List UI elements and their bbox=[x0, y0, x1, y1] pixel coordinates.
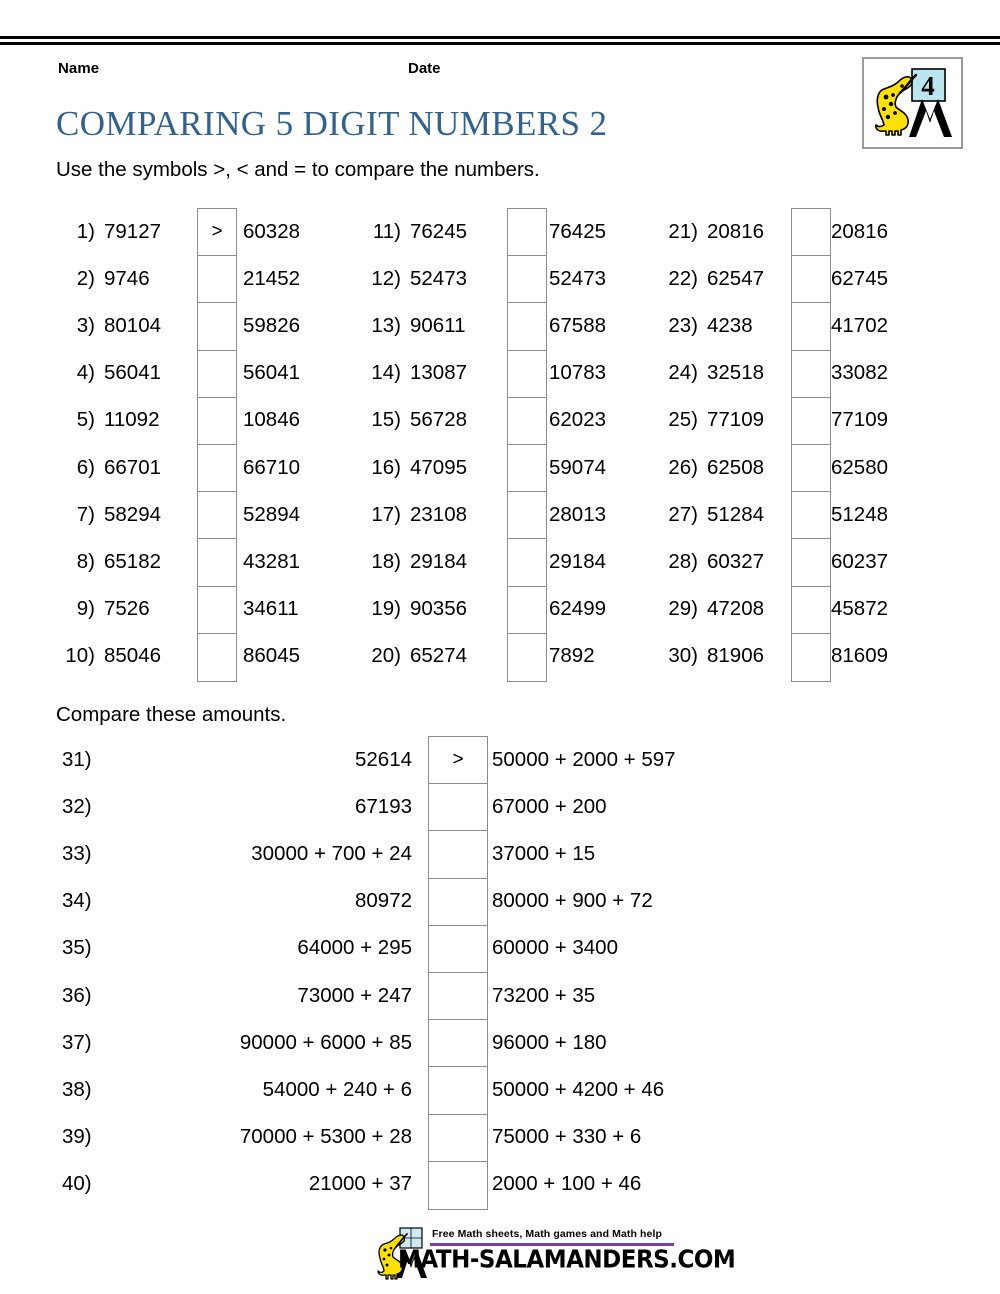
answer-box[interactable] bbox=[198, 351, 236, 398]
problem-index: 21) bbox=[668, 219, 698, 243]
problem-right-value: 67588 bbox=[549, 313, 607, 337]
footer bbox=[374, 1224, 736, 1286]
answer-box[interactable]: > bbox=[429, 737, 487, 784]
problem-row bbox=[62, 1114, 942, 1161]
problem-index: 22) bbox=[668, 266, 698, 290]
problem-row bbox=[62, 397, 301, 444]
problem-left-value: 70000 + 5300 + 28 bbox=[239, 1125, 412, 1149]
problem-row bbox=[665, 255, 889, 302]
problem-index: 32) bbox=[62, 794, 92, 818]
problem-index: 31) bbox=[62, 747, 92, 771]
problem-row bbox=[368, 491, 607, 538]
problem-right-value: 60237 bbox=[831, 549, 889, 573]
problem-row bbox=[368, 397, 607, 444]
problem-index: 29) bbox=[668, 597, 698, 621]
answer-box[interactable] bbox=[198, 634, 236, 681]
answer-box[interactable] bbox=[198, 445, 236, 492]
answer-box-column-1 bbox=[197, 208, 237, 682]
problem-row bbox=[62, 783, 942, 830]
problem-right-value: 96000 + 180 bbox=[492, 1030, 607, 1054]
problem-right-value: 33082 bbox=[831, 361, 889, 385]
problem-row bbox=[62, 586, 299, 633]
problem-index: 9) bbox=[76, 597, 95, 621]
answer-box[interactable] bbox=[792, 587, 830, 634]
problem-right-value: 34611 bbox=[243, 597, 299, 621]
problem-right-value: 66710 bbox=[243, 455, 301, 479]
problem-index: 34) bbox=[62, 889, 92, 913]
problem-index: 26) bbox=[668, 455, 698, 479]
problem-row bbox=[665, 491, 889, 538]
problem-right-value: 59074 bbox=[549, 455, 607, 479]
problem-left-value: 66701 bbox=[104, 455, 162, 479]
problem-right-value: 60000 + 3400 bbox=[492, 936, 618, 960]
answer-box[interactable] bbox=[792, 209, 830, 256]
problem-right-value: 62745 bbox=[831, 266, 889, 290]
problem-index: 5) bbox=[76, 408, 95, 432]
answer-box[interactable] bbox=[792, 398, 830, 445]
problem-right-value: 29184 bbox=[549, 549, 607, 573]
problem-row bbox=[62, 830, 942, 877]
problem-index: 6) bbox=[76, 455, 95, 479]
header-logo bbox=[862, 57, 963, 149]
problem-right-value: 73200 + 35 bbox=[492, 983, 596, 1007]
problem-right-value: 41702 bbox=[831, 313, 889, 337]
problem-index: 38) bbox=[62, 1077, 92, 1101]
problem-left-value: 9746 bbox=[104, 266, 150, 290]
problem-row bbox=[62, 491, 301, 538]
problem-right-value: 62499 bbox=[549, 597, 607, 621]
problem-index: 37) bbox=[62, 1030, 92, 1054]
problem-index: 30) bbox=[668, 644, 698, 668]
problem-right-value: 7892 bbox=[549, 644, 595, 668]
problem-right-value: 2000 + 100 + 46 bbox=[492, 1172, 642, 1196]
problem-left-value: 52614 bbox=[354, 747, 412, 771]
problem-row bbox=[665, 444, 889, 491]
problem-right-value: 62023 bbox=[549, 408, 607, 432]
problem-row bbox=[368, 350, 607, 397]
problem-row bbox=[665, 350, 889, 397]
problem-index: 35) bbox=[62, 936, 92, 960]
problem-right-value: 59826 bbox=[243, 313, 301, 337]
problem-row bbox=[665, 397, 889, 444]
answer-box[interactable] bbox=[792, 539, 830, 586]
problem-right-value: 20816 bbox=[831, 219, 889, 243]
problem-left-value: 56728 bbox=[410, 408, 468, 432]
answer-box[interactable] bbox=[792, 445, 830, 492]
problem-left-value: 85046 bbox=[104, 644, 162, 668]
problem-left-value: 47208 bbox=[707, 597, 765, 621]
problem-row bbox=[62, 302, 301, 349]
problem-left-value: 64000 + 295 bbox=[297, 936, 412, 960]
problem-right-value: 86045 bbox=[243, 644, 301, 668]
name-label: Name bbox=[58, 60, 100, 77]
answer-box[interactable] bbox=[198, 303, 236, 350]
problem-right-value: 56041 bbox=[243, 361, 301, 385]
salamander-board-icon bbox=[864, 59, 961, 147]
problem-index: 11) bbox=[372, 219, 401, 243]
answer-box[interactable] bbox=[508, 351, 546, 398]
problem-left-value: 52473 bbox=[410, 266, 468, 290]
problem-right-value: 43281 bbox=[243, 549, 301, 573]
answer-box[interactable] bbox=[792, 351, 830, 398]
problem-row bbox=[62, 538, 301, 585]
problem-row bbox=[368, 633, 595, 680]
problem-index: 36) bbox=[62, 983, 92, 1007]
problem-right-value: 81609 bbox=[831, 644, 889, 668]
problem-left-value: 80972 bbox=[354, 889, 412, 913]
problem-row bbox=[62, 1019, 942, 1066]
answer-box[interactable] bbox=[792, 303, 830, 350]
problem-index: 17) bbox=[371, 502, 401, 526]
footer-tagline: Free Math sheets, Math games and Math help bbox=[432, 1228, 662, 1240]
problem-right-value: 10846 bbox=[243, 408, 301, 432]
answer-box[interactable] bbox=[792, 492, 830, 539]
page-title: COMPARING 5 DIGIT NUMBERS 2 bbox=[56, 104, 608, 143]
problem-index: 12) bbox=[371, 266, 401, 290]
board-number: 4 bbox=[921, 71, 935, 101]
problem-left-value: 90000 + 6000 + 85 bbox=[239, 1030, 412, 1054]
problem-index: 40) bbox=[62, 1172, 92, 1196]
answer-box-column-2 bbox=[507, 208, 547, 682]
answer-box[interactable] bbox=[508, 492, 546, 539]
problem-index: 2) bbox=[76, 266, 95, 290]
problem-index: 10) bbox=[65, 644, 95, 668]
problem-index: 18) bbox=[371, 549, 401, 573]
problem-index: 1) bbox=[76, 219, 95, 243]
answer-box[interactable]: > bbox=[198, 209, 236, 256]
problem-row bbox=[368, 586, 607, 633]
answer-box[interactable] bbox=[508, 445, 546, 492]
answer-box[interactable] bbox=[508, 303, 546, 350]
answer-box[interactable] bbox=[198, 492, 236, 539]
answer-box[interactable] bbox=[792, 256, 830, 303]
problem-row bbox=[62, 925, 942, 972]
problem-left-value: 60327 bbox=[707, 549, 765, 573]
problem-index: 7) bbox=[76, 502, 95, 526]
problem-right-value: 60328 bbox=[243, 219, 301, 243]
problem-left-value: 51284 bbox=[707, 502, 765, 526]
problem-right-value: 67000 + 200 bbox=[492, 794, 607, 818]
problem-row bbox=[62, 208, 301, 255]
answer-box[interactable] bbox=[508, 256, 546, 303]
problem-row bbox=[368, 444, 607, 491]
problem-row bbox=[62, 350, 301, 397]
problem-left-value: 81906 bbox=[707, 644, 765, 668]
problem-index: 33) bbox=[62, 841, 92, 865]
top-rule-upper bbox=[0, 36, 1000, 39]
problem-index: 28) bbox=[668, 549, 698, 573]
problem-row bbox=[665, 538, 889, 585]
problem-index: 4) bbox=[76, 361, 95, 385]
problem-left-value: 67193 bbox=[354, 794, 412, 818]
section2-instruction: Compare these amounts. bbox=[56, 703, 287, 726]
problem-left-value: 65182 bbox=[104, 549, 162, 573]
problem-left-value: 80104 bbox=[104, 313, 162, 337]
answer-box[interactable] bbox=[508, 634, 546, 681]
problem-left-value: 62547 bbox=[707, 266, 765, 290]
section1-instruction: Use the symbols >, < and = to compare the numbers. bbox=[56, 158, 540, 181]
problem-left-value: 76245 bbox=[410, 219, 468, 243]
problem-left-value: 7526 bbox=[104, 597, 150, 621]
problem-left-value: 54000 + 240 + 6 bbox=[262, 1077, 412, 1101]
problem-right-value: 52894 bbox=[243, 502, 301, 526]
problem-row bbox=[665, 208, 889, 255]
problem-right-value: 62580 bbox=[831, 455, 889, 479]
problem-left-value: 32518 bbox=[707, 361, 765, 385]
problem-index: 15) bbox=[371, 408, 401, 432]
problem-left-value: 58294 bbox=[104, 502, 162, 526]
answer-box[interactable] bbox=[198, 398, 236, 445]
problem-left-value: 56041 bbox=[104, 361, 162, 385]
problem-row bbox=[62, 444, 301, 491]
problem-left-value: 21000 + 37 bbox=[308, 1172, 412, 1196]
problem-row bbox=[368, 255, 607, 302]
date-label: Date bbox=[408, 60, 441, 77]
problem-index: 25) bbox=[668, 408, 698, 432]
problem-left-value: 4238 bbox=[707, 313, 753, 337]
answer-box[interactable] bbox=[508, 209, 546, 256]
problem-left-value: 79127 bbox=[104, 219, 162, 243]
problem-row bbox=[665, 586, 889, 633]
problem-right-value: 50000 + 2000 + 597 bbox=[492, 747, 676, 771]
problem-row bbox=[62, 736, 942, 783]
problem-row bbox=[62, 972, 942, 1019]
problem-index: 39) bbox=[62, 1125, 92, 1149]
problem-row bbox=[62, 255, 301, 302]
problem-right-value: 52473 bbox=[549, 266, 607, 290]
problem-row bbox=[665, 633, 889, 680]
problem-index: 19) bbox=[371, 597, 401, 621]
footer-url: MATH-SALAMANDERS.COM bbox=[398, 1246, 736, 1275]
problem-left-value: 11092 bbox=[104, 408, 160, 432]
problem-row bbox=[62, 1066, 942, 1113]
problem-right-value: 21452 bbox=[243, 266, 301, 290]
answer-box[interactable] bbox=[198, 256, 236, 303]
problem-row bbox=[62, 878, 942, 925]
problem-left-value: 90611 bbox=[410, 313, 466, 337]
problem-right-value: 77109 bbox=[831, 408, 889, 432]
problem-row bbox=[368, 538, 607, 585]
problem-right-value: 51248 bbox=[831, 502, 889, 526]
problem-right-value: 50000 + 4200 + 46 bbox=[492, 1077, 665, 1101]
problem-left-value: 62508 bbox=[707, 455, 765, 479]
problem-index: 14) bbox=[371, 361, 401, 385]
problem-index: 16) bbox=[371, 455, 401, 479]
problem-left-value: 73000 + 247 bbox=[297, 983, 412, 1007]
problem-row bbox=[368, 302, 607, 349]
problem-index: 23) bbox=[668, 313, 698, 337]
problem-right-value: 45872 bbox=[831, 597, 889, 621]
problem-row bbox=[665, 302, 889, 349]
problem-right-value: 28013 bbox=[549, 502, 607, 526]
problem-left-value: 90356 bbox=[410, 597, 468, 621]
problem-left-value: 65274 bbox=[410, 644, 468, 668]
problem-index: 8) bbox=[76, 549, 95, 573]
problem-left-value: 23108 bbox=[410, 502, 468, 526]
problem-left-value: 29184 bbox=[410, 549, 468, 573]
problem-right-value: 76425 bbox=[549, 219, 607, 243]
problem-index: 24) bbox=[668, 361, 698, 385]
answer-box[interactable] bbox=[792, 634, 830, 681]
problem-left-value: 30000 + 700 + 24 bbox=[251, 841, 412, 865]
answer-box[interactable] bbox=[198, 539, 236, 586]
answer-box[interactable] bbox=[508, 587, 546, 634]
problem-index: 27) bbox=[668, 502, 698, 526]
problem-index: 3) bbox=[76, 313, 95, 337]
answer-box-column-3 bbox=[791, 208, 831, 682]
problem-index: 20) bbox=[371, 644, 401, 668]
problem-row bbox=[62, 1161, 942, 1208]
problem-index: 13) bbox=[371, 313, 401, 337]
answer-box[interactable] bbox=[508, 398, 546, 445]
problem-left-value: 77109 bbox=[707, 408, 765, 432]
problem-row bbox=[62, 633, 301, 680]
answer-box[interactable] bbox=[508, 539, 546, 586]
problem-left-value: 47095 bbox=[410, 455, 468, 479]
problem-left-value: 20816 bbox=[707, 219, 765, 243]
problem-right-value: 10783 bbox=[549, 361, 607, 385]
problem-right-value: 80000 + 900 + 72 bbox=[492, 889, 653, 913]
top-rule-lower bbox=[0, 42, 1000, 45]
problem-row bbox=[368, 208, 607, 255]
problem-right-value: 75000 + 330 + 6 bbox=[492, 1125, 642, 1149]
problem-left-value: 13087 bbox=[410, 361, 468, 385]
problem-right-value: 37000 + 15 bbox=[492, 841, 596, 865]
answer-box[interactable] bbox=[198, 587, 236, 634]
